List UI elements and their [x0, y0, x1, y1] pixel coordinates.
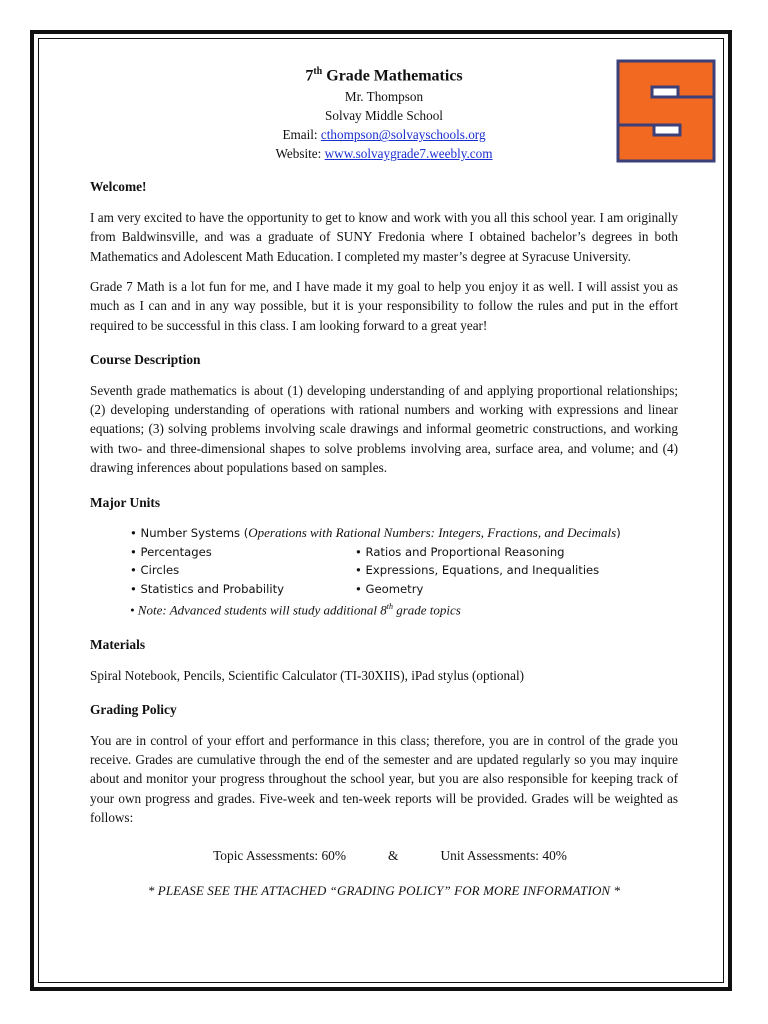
welcome-paragraph-2: Grade 7 Math is a lot fun for me, and I have made it my goal to help you enjoy it as well. I will assist you as much as I can and in any way possible, but it is your responsibility to follow the rules and put in the effort required to be successful in this class. I am looking forward to a great year!: [90, 278, 678, 333]
grading-policy-notice: * PLEASE SEE THE ATTACHED “GRADING POLICY” FOR MORE INFORMATION *: [147, 882, 621, 898]
grading-policy-heading: Grading Policy: [90, 702, 177, 718]
teacher-name: Mr. Thompson: [344, 89, 424, 105]
list-item: • Percentages: [130, 544, 212, 559]
list-row: [130, 543, 678, 562]
materials-text: Spiral Notebook, Pencils, Scientific Calculator (TI-30XIIS), iPad stylus (optional): [90, 667, 525, 683]
list-item: • Expressions, Equations, and Inequalities: [355, 563, 600, 578]
list-row: [130, 561, 678, 580]
grade-weights: [90, 846, 678, 865]
email-line: Email: cthompson@solvayschools.org: [282, 127, 486, 143]
course-description-heading: Course Description: [90, 352, 201, 368]
list-item: • Geometry: [355, 581, 424, 596]
unit-assessments-weight: Unit Assessments: 40%: [440, 847, 567, 863]
major-units-heading: Major Units: [90, 494, 161, 510]
school-name: Solvay Middle School: [325, 108, 443, 124]
header-block: [90, 62, 678, 163]
materials-heading: Materials: [90, 637, 146, 653]
list-item: • Circles: [130, 563, 180, 578]
units-list: [130, 524, 678, 620]
list-item: • Ratios and Proportional Reasoning: [355, 544, 565, 559]
advanced-note: • Note: Advanced students will study additional 8th grade topics: [130, 602, 461, 618]
website-link[interactable]: www.solvaygrade7.weebly.com: [324, 146, 493, 162]
document-body: [90, 62, 678, 900]
topic-assessments-weight: Topic Assessments: 60%: [213, 847, 347, 863]
welcome-paragraph-1: I am very excited to have the opportunity to get to know and work with you all this school year. I am originally from Baldwinsville, and was a graduate of SUNY Fredonia where I obtained bachelor’s degrees in both Mathematics and Adolescent Math Education. I completed my master’s degree at Syracuse University.: [90, 209, 678, 264]
grading-policy-text: You are in control of your effort and performance in this class; therefore, you are in control of the grade you receive. Grades are cumulative through the end of the semester and are updated regularly so you may inquire about and monitor your progress throughout the school year, but you are also responsible for keeping track of your own progress and grades. Five-week and ten-week reports will be provided. Grades will be weighted as follows:: [90, 732, 678, 826]
course-description-text: Seventh grade mathematics is about (1) developing understanding of and applying proportional relationships; (2) developing understanding of operations with rational numbers and working with expressions and linear equations; (3) solving problems involving scale drawings and informal geometric constructions, and working with two- and three-dimensional shapes to solve problems involving area, surface area, and volume; and (4) drawing inferences about populations based on samples.: [90, 382, 678, 476]
page-title: 7th Grade Mathematics: [305, 66, 463, 85]
list-item: • Number Systems (Operations with Rational Numbers: Integers, Fractions, and Decimals): [130, 525, 621, 541]
list-row: [130, 580, 678, 599]
welcome-heading: Welcome!: [90, 179, 147, 195]
list-item: • Statistics and Probability: [130, 581, 284, 596]
website-line: Website: www.solvaygrade7.weebly.com: [275, 146, 493, 162]
ampersand: &: [388, 847, 399, 863]
email-link[interactable]: cthompson@solvayschools.org: [320, 127, 486, 143]
